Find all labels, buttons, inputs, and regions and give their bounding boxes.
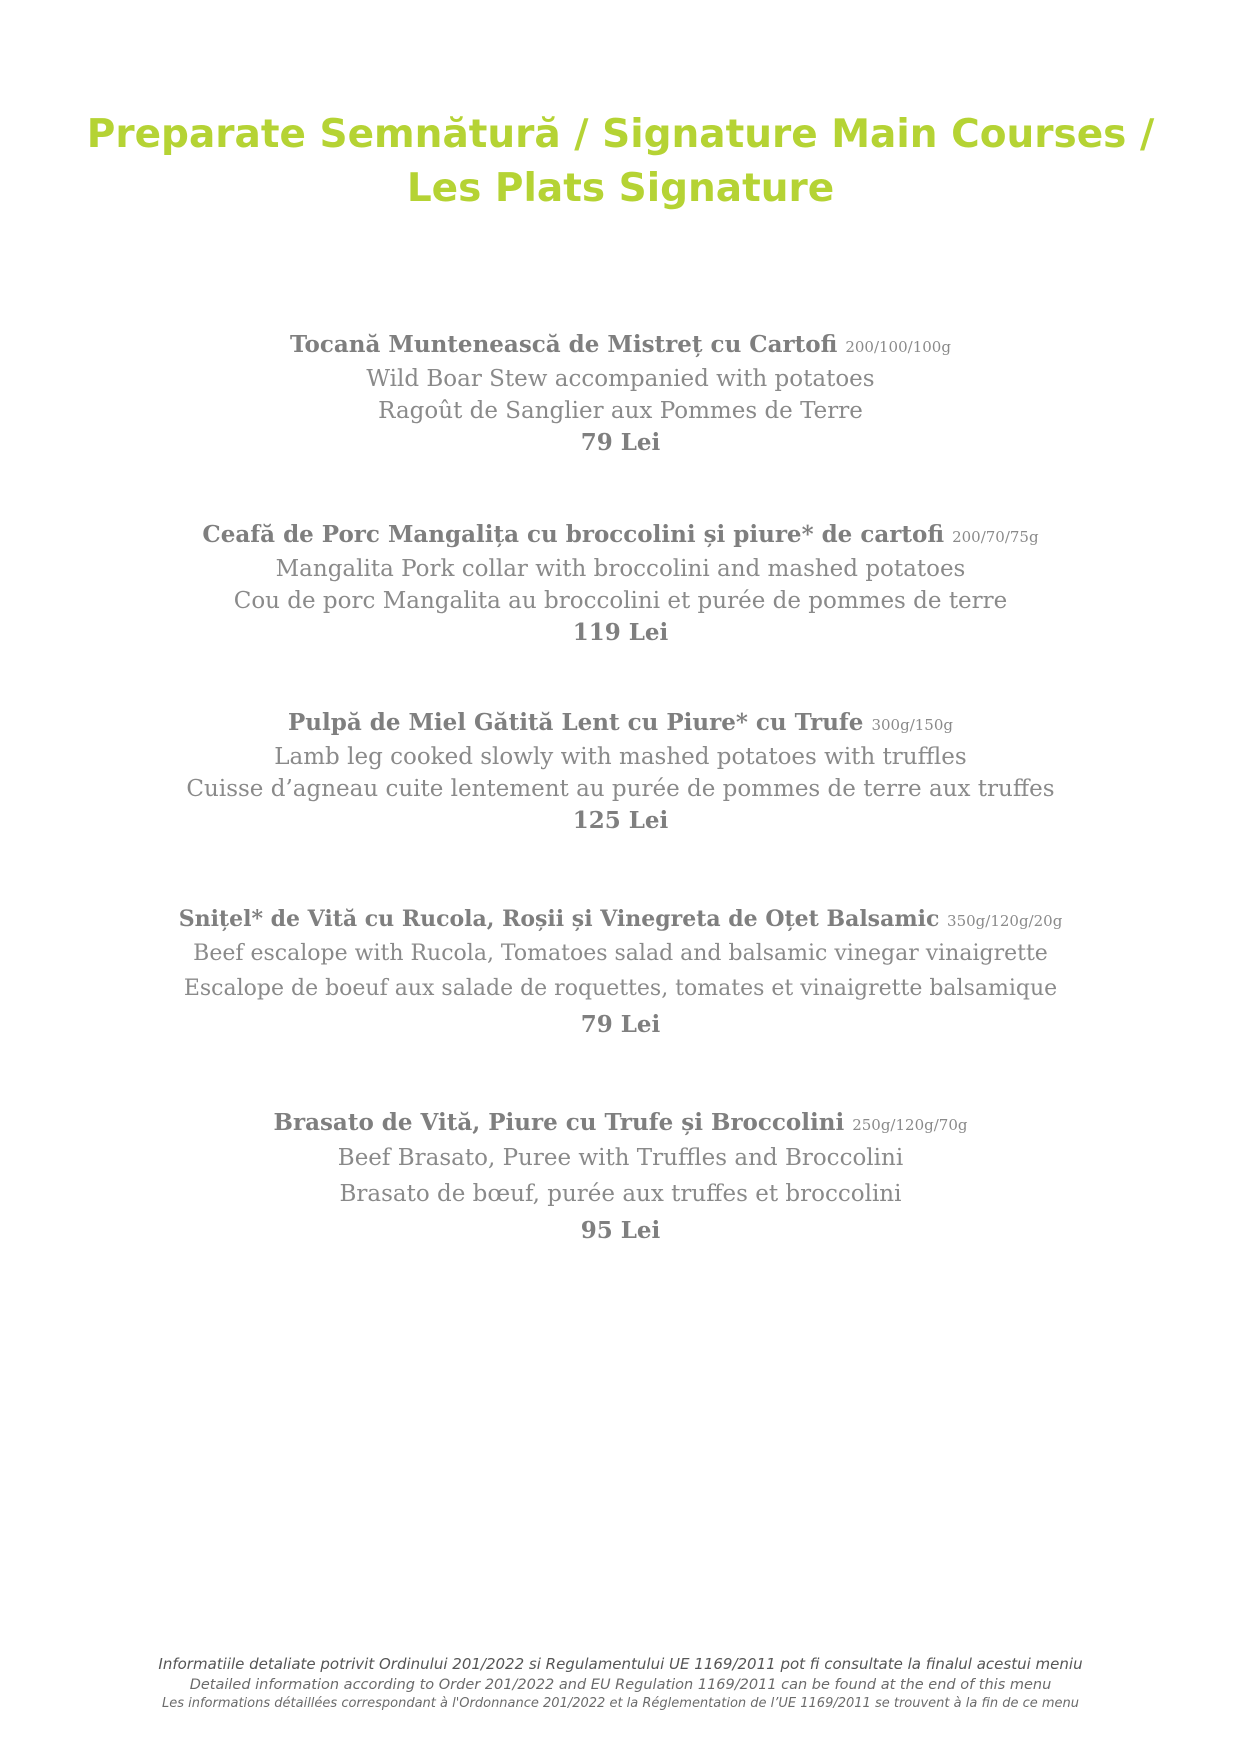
dish-name: Brasato de Vită, Piure cu Trufe și Broccolini: [273, 1109, 845, 1136]
dish-english: Beef escalope with Rucola, Tomatoes salad and balsamic vinegar vinaigrette: [193, 941, 1048, 966]
dish-name-line: [0, 329, 1241, 363]
dish-weight: 200/70/75g: [952, 528, 1039, 546]
dish-french: Brasato de bœuf, purée aux truffes et broccolini: [339, 1181, 902, 1207]
dish-english: Wild Boar Stew accompanied with potatoes: [366, 366, 875, 392]
dish-name-line: [0, 1107, 1241, 1141]
dish-name-line: [0, 519, 1241, 553]
dish-price: 79 Lei: [580, 1011, 661, 1038]
dish-name: Snițel* de Vită cu Rucola, Roșii și Vinegreta de Oțet Balsamic: [178, 906, 940, 932]
menu-item: [0, 707, 1241, 837]
dish-weight: 250g/120g/70g: [852, 1116, 968, 1134]
page-title: [60, 108, 1181, 216]
dish-french: Cou de porc Mangalita au broccolini et purée de pommes de terre: [233, 588, 1008, 614]
dish-english: Beef Brasato, Puree with Truffles and Broccolini: [337, 1145, 904, 1171]
dish-name: Tocană Muntenească de Mistreț cu Cartofi: [290, 331, 838, 358]
dish-french: Cuisse d’agneau cuite lentement au purée de pommes de terre aux truffes: [186, 776, 1055, 802]
dish-weight: 200/100/100g: [845, 338, 951, 356]
footer-romanian: Informatiile detaliate potrivit Ordinului 201/2022 si Regulamentului UE 1169/2011 pot fi consultate la finalul acestui meniu: [158, 1655, 1083, 1673]
menu-item: [0, 903, 1241, 1043]
menu-item: [0, 1107, 1241, 1249]
dish-price: 125 Lei: [572, 807, 669, 834]
dish-weight: 300g/150g: [871, 716, 953, 734]
footer-note: [0, 1653, 1241, 1713]
dish-name: Ceafă de Porc Mangalița cu broccolini și piure* de cartofi: [202, 521, 945, 548]
menu-item: [0, 519, 1241, 649]
dish-french: Escalope de boeuf aux salade de roquettes, tomates et vinaigrette balsamique: [183, 976, 1058, 1001]
menu-item: [0, 329, 1241, 459]
footer-french: Les informations détaillées correspondant à l'Ordonnance 201/2022 et la Réglementation de l’UE 1169/2011 se trouvent à la fin de ce menu: [161, 1696, 1080, 1711]
page-title-line-1: Preparate Semnătură / Signature Main Courses /: [86, 112, 1155, 157]
dish-price: 79 Lei: [580, 429, 661, 456]
dish-name-line: [0, 903, 1241, 937]
dish-english: Lamb leg cooked slowly with mashed potatoes with truffles: [274, 744, 967, 770]
footer-english: Detailed information according to Order 201/2022 and EU Regulation 1169/2011 can be found at the end of this menu: [189, 1677, 1052, 1693]
dish-weight: 350g/120g/20g: [947, 912, 1063, 930]
dish-price: 119 Lei: [572, 619, 669, 646]
dish-french: Ragoût de Sanglier aux Pommes de Terre: [378, 398, 863, 424]
dish-name: Pulpă de Miel Gătită Lent cu Piure* cu Trufe: [287, 709, 864, 736]
page-title-line-2: Les Plats Signature: [406, 166, 835, 211]
dish-name-line: [0, 707, 1241, 741]
dish-english: Mangalita Pork collar with broccolini and mashed potatoes: [275, 556, 966, 582]
dish-price: 95 Lei: [580, 1217, 661, 1244]
